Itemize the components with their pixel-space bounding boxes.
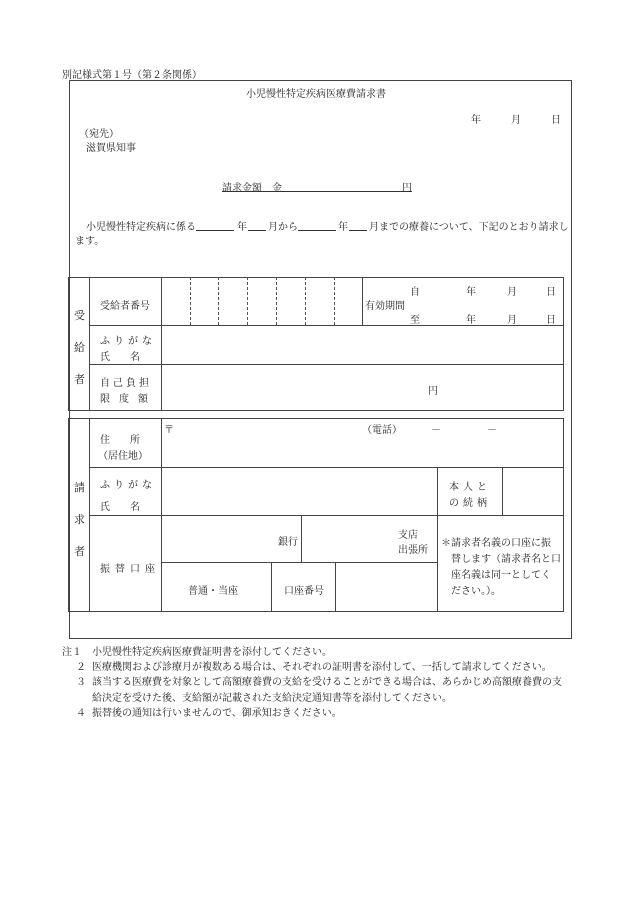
account-type[interactable]: 普通・当座 <box>188 586 238 597</box>
form-id: 別記様式第１号（第２条関係） <box>62 70 202 81</box>
bank-suffix: 銀行 <box>278 537 298 548</box>
recipient-furigana-label: ふりがな <box>100 336 156 347</box>
recipient-section-char-2: 給 <box>74 341 85 354</box>
copay-label-2: 限度額 <box>100 394 157 405</box>
request-text-2: 月までの療養について、下記のとおり請求し <box>369 222 569 233</box>
relation-label-1: 本人と <box>449 482 491 493</box>
claimant-name-field[interactable] <box>162 468 436 514</box>
phone-dash-2: － <box>487 425 497 436</box>
recipient-number-field[interactable] <box>162 278 362 324</box>
account-note-4: ださい。）。 <box>451 586 501 597</box>
recipient-section-char-3: 者 <box>74 373 85 386</box>
claimant-section-char-1: 請 <box>74 481 85 494</box>
account-label: 振替口座 <box>100 564 160 575</box>
postal-mark: 〒 <box>164 425 174 436</box>
month-from-blank[interactable] <box>248 230 266 231</box>
account-number-field[interactable] <box>336 563 436 611</box>
request-text-3: ます。 <box>75 236 105 247</box>
year-to-blank[interactable] <box>298 230 336 231</box>
recipient-number-label: 受給者番号 <box>100 301 150 312</box>
request-month-from: 月から <box>268 222 298 233</box>
request-year-2: 年 <box>338 222 348 233</box>
phone-dash-1: － <box>431 425 441 436</box>
validity-to-day: 日 <box>546 315 556 326</box>
validity-from-day: 日 <box>546 287 556 298</box>
claimant-furigana-label: ふりがな <box>100 480 156 491</box>
copay-label-1: 自己負担 <box>100 378 152 389</box>
year-from-blank[interactable] <box>196 230 234 231</box>
date-year: 年 <box>471 115 481 126</box>
note-text-2: 医療機関および診療月が複数ある場合は、それぞれの証明書を添付して、一括して請求してください。 <box>92 662 552 673</box>
copay-field[interactable] <box>162 365 427 410</box>
account-note-2: 替します（請求者名と口 <box>451 554 561 565</box>
note-text-3: 該当する医療費を対象として高額療養費の支給を受けることができる場合は、あらかじめ高額療養費の支 <box>92 677 562 688</box>
amount-label: 請求金額 金 <box>222 183 282 194</box>
claimant-section-char-3: 者 <box>74 545 85 558</box>
note-num-3: ３ <box>76 677 86 688</box>
address-label-2: （居住地） <box>98 451 148 462</box>
address-label-1: 住 所 <box>100 435 140 446</box>
copay-unit: 円 <box>428 386 438 397</box>
date-day: 日 <box>551 115 561 126</box>
recipient-section-char-1: 受 <box>74 309 85 322</box>
form-title: 小児慢性特定疾病医療費請求書 <box>246 89 386 100</box>
office-suffix: 出張所 <box>398 545 428 556</box>
note-text-1: 小児慢性特定疾病医療費証明書を添付してください。 <box>92 647 332 658</box>
note-num-4: ４ <box>76 708 86 719</box>
validity-to: 至 <box>410 315 420 326</box>
validity-from-month: 月 <box>507 287 517 298</box>
branch-suffix: 支店 <box>398 530 418 541</box>
relation-field[interactable] <box>503 468 563 514</box>
validity-to-month: 月 <box>507 315 517 326</box>
claimant-name-label: 氏 名 <box>100 502 140 513</box>
addressee-label: （宛先） <box>79 129 119 140</box>
claimant-section-char-2: 求 <box>74 513 85 526</box>
validity-label: 有効期間 <box>365 301 405 312</box>
request-year-1: 年 <box>237 222 247 233</box>
note-text-4: 振替後の通知は行いませんので、御承知おきください。 <box>92 708 342 719</box>
account-note-1: ＊請求者名義の口座に振 <box>441 538 551 549</box>
relation-label-2: の続柄 <box>449 498 491 509</box>
recipient-name-label: 氏 名 <box>100 352 140 363</box>
validity-from-year: 年 <box>466 287 476 298</box>
amount-field[interactable] <box>281 177 401 191</box>
validity-to-year: 年 <box>466 315 476 326</box>
amount-unit: 円 <box>402 183 412 194</box>
month-to-blank[interactable] <box>349 230 367 231</box>
amount-underline <box>222 191 412 192</box>
branch-field[interactable] <box>302 516 396 561</box>
request-text-1: 小児慢性特定疾病に係る <box>86 222 196 233</box>
recipient-name-field[interactable] <box>162 326 563 363</box>
validity-from: 自 <box>410 287 420 298</box>
addressee-name: 滋賀県知事 <box>86 143 136 154</box>
address-field[interactable] <box>176 420 356 465</box>
account-number-label: 口座番号 <box>284 586 324 597</box>
note-text-3-cont: 給決定を受けた後、支給額が記載された支給決定通知書等を添付してください。 <box>92 693 452 704</box>
note-num-2: ２ <box>76 662 86 673</box>
phone-label: （電話） <box>362 425 402 436</box>
account-note-3: 座名義は同一としてく <box>451 570 551 581</box>
date-month: 月 <box>511 115 521 126</box>
note-num-1: 注１ <box>62 647 82 658</box>
